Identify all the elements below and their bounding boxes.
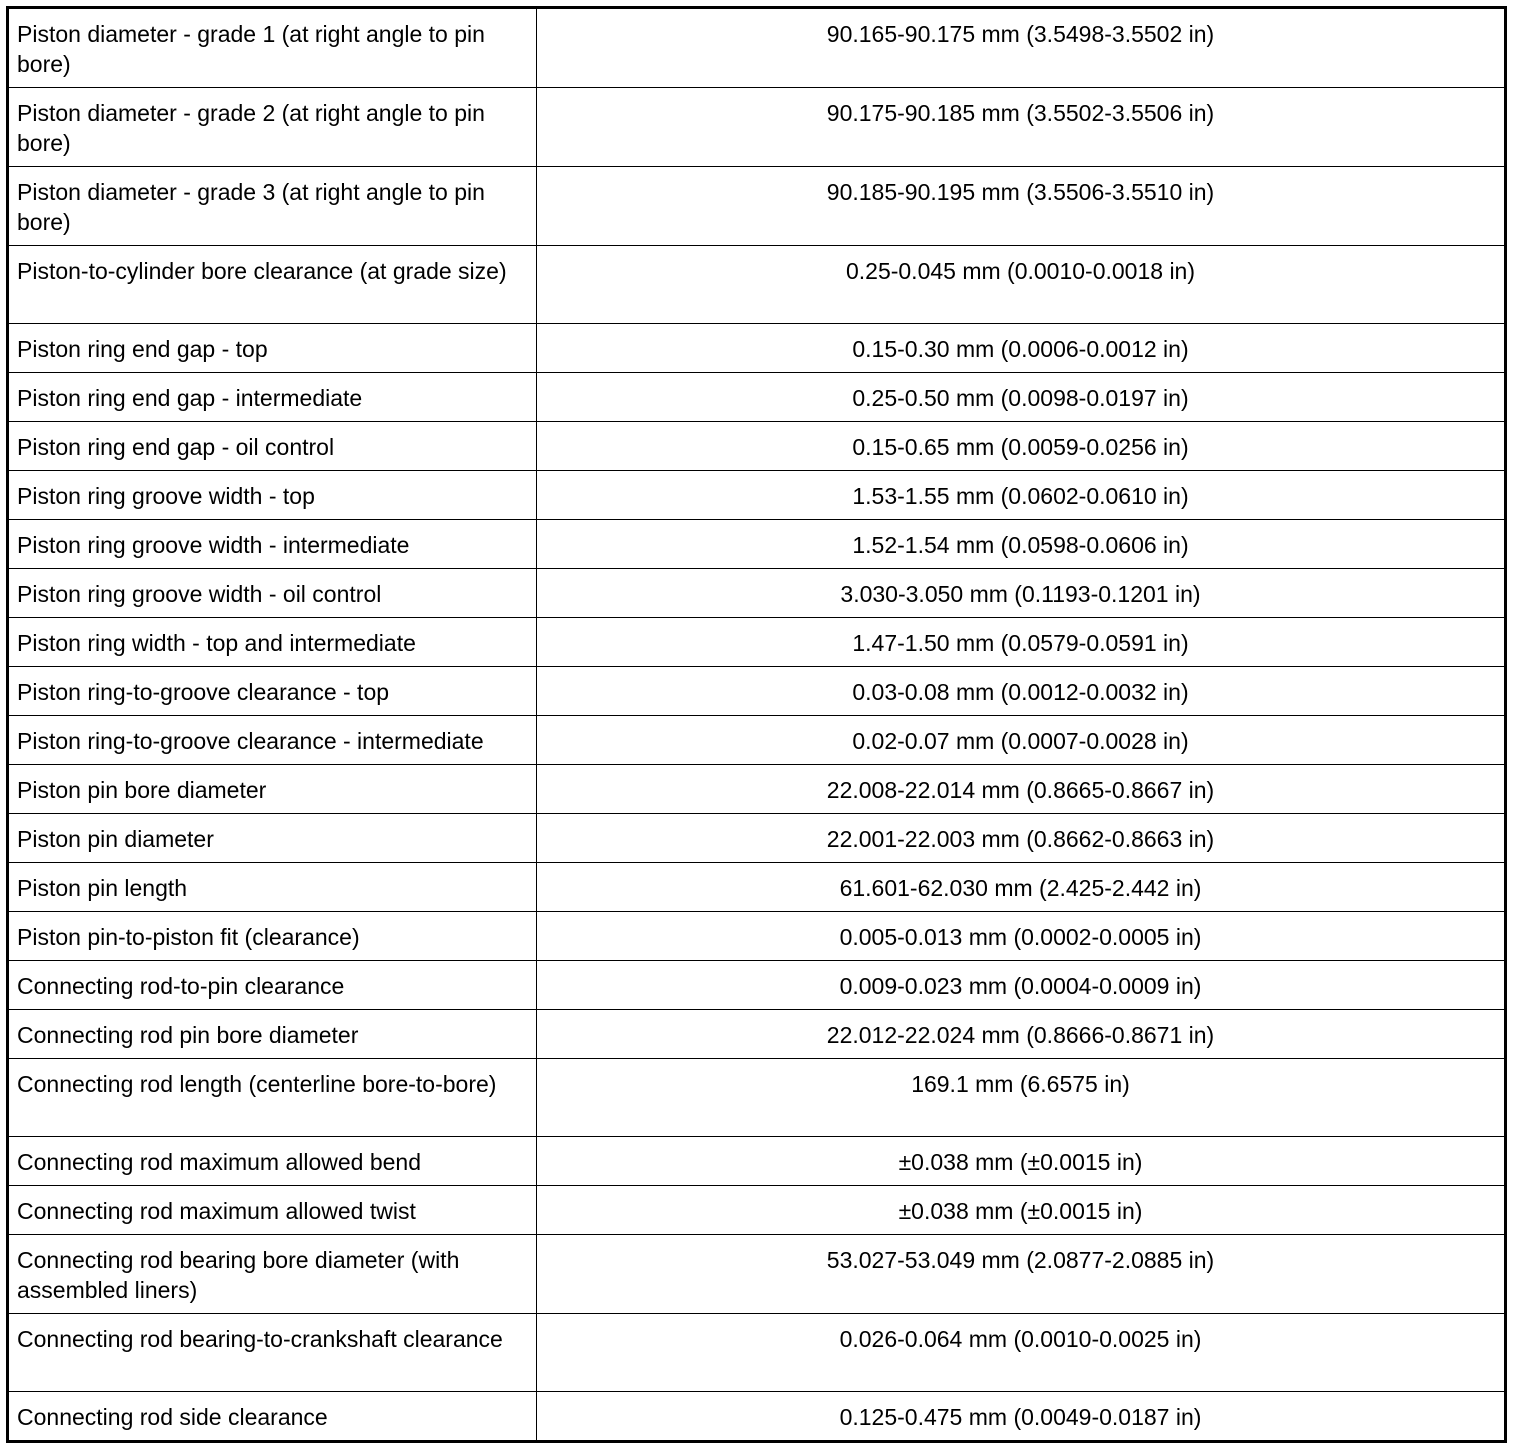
table-row — [8, 1186, 1506, 1235]
spec-label: Piston ring end gap - intermediate — [8, 373, 537, 422]
spec-value: 0.026-0.064 mm (0.0010-0.0025 in) — [537, 1314, 1506, 1392]
table-row — [8, 520, 1506, 569]
table-row — [8, 961, 1506, 1010]
spec-value: 22.008-22.014 mm (0.8665-0.8667 in) — [537, 765, 1506, 814]
table-row — [8, 1010, 1506, 1059]
spec-value: 3.030-3.050 mm (0.1193-0.1201 in) — [537, 569, 1506, 618]
spec-value: 0.25-0.50 mm (0.0098-0.0197 in) — [537, 373, 1506, 422]
spec-value: 0.03-0.08 mm (0.0012-0.0032 in) — [537, 667, 1506, 716]
spec-label: Piston ring groove width - intermediate — [8, 520, 537, 569]
spec-label: Connecting rod bearing bore diameter (with assembled liners) — [8, 1235, 537, 1314]
table-row — [8, 246, 1506, 324]
spec-label: Connecting rod-to-pin clearance — [8, 961, 537, 1010]
table-row — [8, 373, 1506, 422]
table-row — [8, 324, 1506, 373]
spec-label: Piston pin-to-piston fit (clearance) — [8, 912, 537, 961]
spec-label: Piston-to-cylinder bore clearance (at grade size) — [8, 246, 537, 324]
spec-value: 22.012-22.024 mm (0.8666-0.8671 in) — [537, 1010, 1506, 1059]
table-row — [8, 814, 1506, 863]
spec-label: Piston ring groove width - top — [8, 471, 537, 520]
spec-label: Piston ring groove width - oil control — [8, 569, 537, 618]
spec-label: Piston ring width - top and intermediate — [8, 618, 537, 667]
table-row — [8, 8, 1506, 88]
table-row — [8, 618, 1506, 667]
spec-label: Piston pin length — [8, 863, 537, 912]
specification-table-body — [8, 8, 1506, 1442]
spec-label: Piston diameter - grade 2 (at right angle to pin bore) — [8, 88, 537, 167]
spec-value: 0.02-0.07 mm (0.0007-0.0028 in) — [537, 716, 1506, 765]
spec-label: Piston ring-to-groove clearance - top — [8, 667, 537, 716]
spec-label: Piston ring-to-groove clearance - intermediate — [8, 716, 537, 765]
spec-value: 53.027-53.049 mm (2.0877-2.0885 in) — [537, 1235, 1506, 1314]
spec-value: 1.53-1.55 mm (0.0602-0.0610 in) — [537, 471, 1506, 520]
table-row — [8, 716, 1506, 765]
spec-label: Connecting rod maximum allowed twist — [8, 1186, 537, 1235]
spec-value: 0.005-0.013 mm (0.0002-0.0005 in) — [537, 912, 1506, 961]
table-row — [8, 863, 1506, 912]
spec-value: ±0.038 mm (±0.0015 in) — [537, 1186, 1506, 1235]
spec-label: Connecting rod length (centerline bore-to-bore) — [8, 1059, 537, 1137]
spec-value: 90.165-90.175 mm (3.5498-3.5502 in) — [537, 8, 1506, 88]
spec-label: Piston diameter - grade 1 (at right angle to pin bore) — [8, 8, 537, 88]
spec-value: 0.15-0.30 mm (0.0006-0.0012 in) — [537, 324, 1506, 373]
table-row — [8, 667, 1506, 716]
spec-label: Piston pin bore diameter — [8, 765, 537, 814]
table-row — [8, 1235, 1506, 1314]
spec-label: Connecting rod maximum allowed bend — [8, 1137, 537, 1186]
table-row — [8, 471, 1506, 520]
spec-label: Piston diameter - grade 3 (at right angle to pin bore) — [8, 167, 537, 246]
spec-label: Piston pin diameter — [8, 814, 537, 863]
spec-label: Piston ring end gap - oil control — [8, 422, 537, 471]
spec-value: 0.15-0.65 mm (0.0059-0.0256 in) — [537, 422, 1506, 471]
spec-label: Piston ring end gap - top — [8, 324, 537, 373]
specification-table — [6, 6, 1507, 1443]
table-row — [8, 569, 1506, 618]
table-row — [8, 1314, 1506, 1392]
spec-value: 1.52-1.54 mm (0.0598-0.0606 in) — [537, 520, 1506, 569]
spec-value: 22.001-22.003 mm (0.8662-0.8663 in) — [537, 814, 1506, 863]
spec-value: 61.601-62.030 mm (2.425-2.442 in) — [537, 863, 1506, 912]
spec-value: 1.47-1.50 mm (0.0579-0.0591 in) — [537, 618, 1506, 667]
spec-value: 0.25-0.045 mm (0.0010-0.0018 in) — [537, 246, 1506, 324]
spec-label: Connecting rod pin bore diameter — [8, 1010, 537, 1059]
spec-value: ±0.038 mm (±0.0015 in) — [537, 1137, 1506, 1186]
table-row — [8, 1059, 1506, 1137]
table-row — [8, 912, 1506, 961]
spec-value: 90.185-90.195 mm (3.5506-3.5510 in) — [537, 167, 1506, 246]
table-row — [8, 422, 1506, 471]
spec-label: Connecting rod bearing-to-crankshaft clearance — [8, 1314, 537, 1392]
table-row — [8, 88, 1506, 167]
spec-value: 0.009-0.023 mm (0.0004-0.0009 in) — [537, 961, 1506, 1010]
table-row — [8, 167, 1506, 246]
table-row — [8, 1137, 1506, 1186]
table-row — [8, 765, 1506, 814]
spec-value: 169.1 mm (6.6575 in) — [537, 1059, 1506, 1137]
spec-value: 90.175-90.185 mm (3.5502-3.5506 in) — [537, 88, 1506, 167]
spec-label: Connecting rod side clearance — [8, 1392, 537, 1442]
table-row — [8, 1392, 1506, 1442]
spec-value: 0.125-0.475 mm (0.0049-0.0187 in) — [537, 1392, 1506, 1442]
